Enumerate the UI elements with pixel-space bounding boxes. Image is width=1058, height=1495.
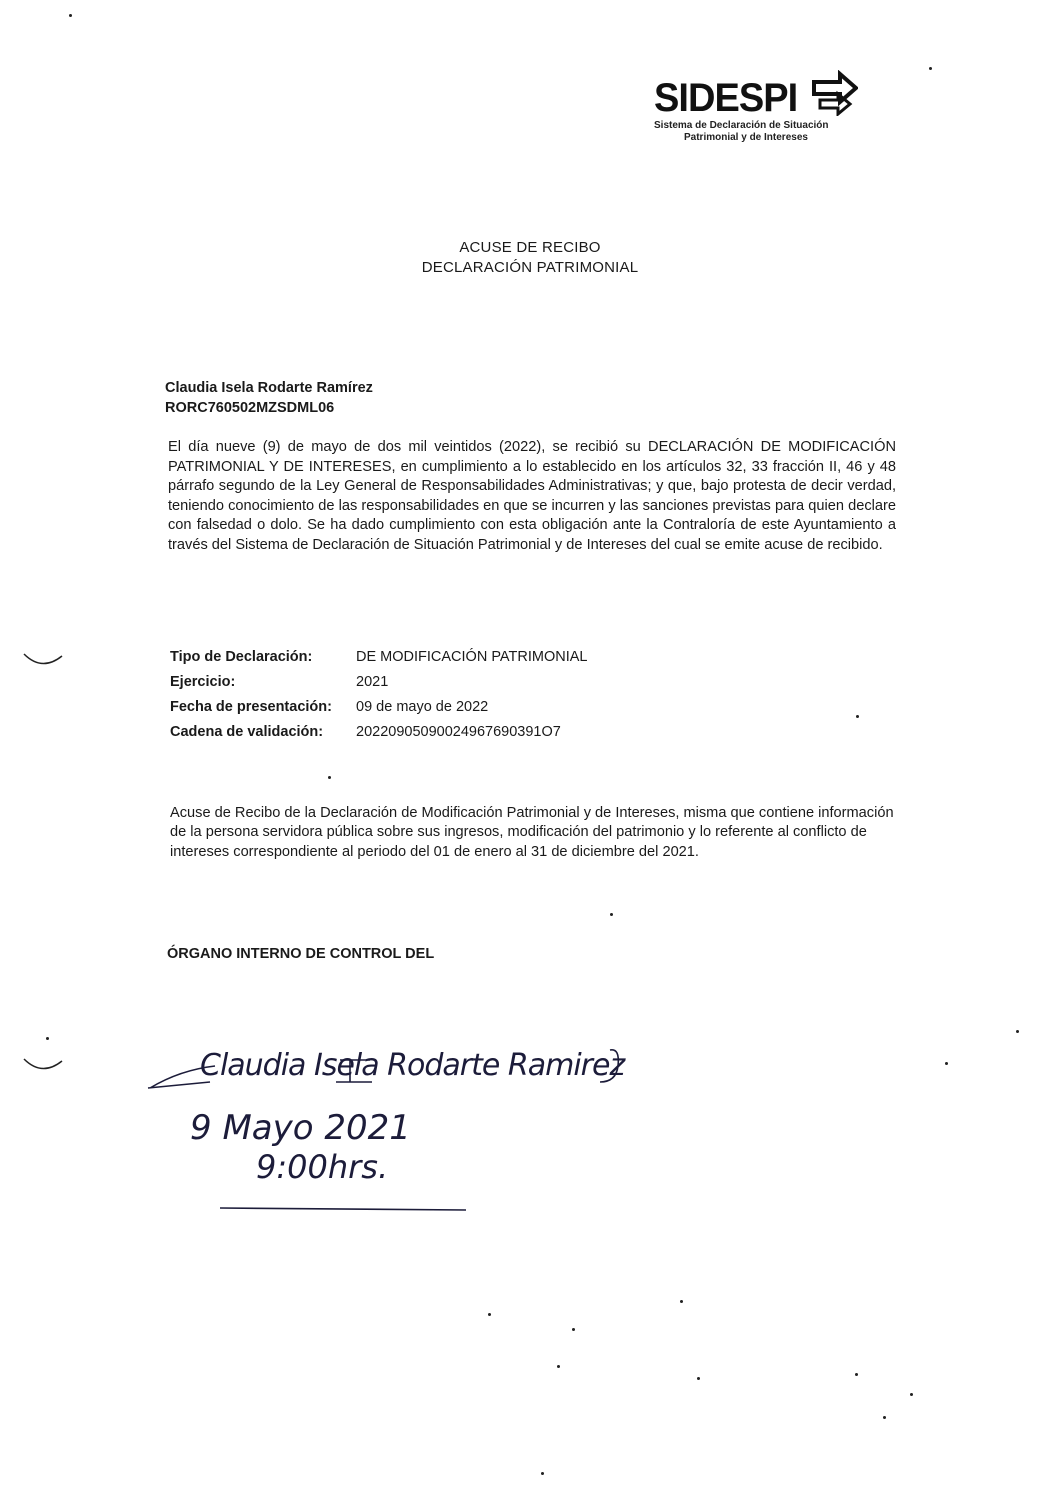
field-label: Fecha de presentación: [170,699,332,715]
title-line2: DECLARACIÓN PATRIMONIAL [421,259,639,276]
scan-speck [541,1472,544,1475]
scan-speck [557,1365,560,1368]
scan-speck [46,1037,49,1040]
scan-speck [697,1377,700,1380]
scan-speck [610,913,613,916]
logo-wordmark: SIDESPI [654,76,798,120]
scan-speck [929,67,932,70]
scan-speck [328,776,331,779]
scan-speck [883,1416,886,1419]
organo-interno-heading: ÓRGANO INTERNO DE CONTROL DEL [167,946,435,962]
scan-speck [1016,1030,1019,1033]
document-title [300,238,760,278]
logo-subtitle-line2: Patrimonial y de Intereses [684,132,808,143]
title-line1: ACUSE DE RECIBO [459,239,601,256]
field-row [170,720,587,745]
logo-subtitle-line1: Sistema de Declaración de Situación [654,120,829,131]
note-paragraph: Acuse de Recibo de la Declaración de Modificación Patrimonial y de Intereses, misma que contiene información de la persona servidora pública sobre sus ingresos, modificación del patrimonio y lo referente al conflicto de intereses correspondiente al periodo del 01 de enero al 31 de diciembre del 2021. [170,805,894,860]
declarant-rfc: RORC760502MZSDML06 [165,400,335,416]
field-label: Cadena de validación: [170,724,324,740]
field-row [170,695,587,720]
logo-subtitle [654,120,864,144]
scan-speck [855,1373,858,1376]
handwritten-signature [140,1030,780,1220]
field-value: 09 de mayo de 2022 [356,699,489,715]
declarant-name: Claudia Isela Rodarte Ramírez [165,380,373,396]
declarant-block [165,378,373,418]
scan-speck [680,1300,683,1303]
signature-date: 9 Mayo 2021 [190,1108,411,1148]
field-label: Tipo de Declaración: [170,649,313,665]
field-label: Ejercicio: [170,674,236,690]
sidespi-logo [652,70,862,150]
field-value: 2021 [356,674,389,690]
field-value: DE MODIFICACIÓN PATRIMONIAL [356,649,588,665]
signature-name: Claudia Isela Rodarte Ramirez [200,1048,625,1083]
declaration-fields [170,645,587,745]
punch-mark-icon [22,1055,64,1075]
scan-speck [572,1328,575,1331]
field-row [170,645,587,670]
scan-speck [69,14,72,17]
scan-speck [945,1062,948,1065]
punch-mark-icon [22,650,64,670]
arrow-logo-icon [810,70,858,116]
field-value: 20220905090024967690391O7 [356,724,561,740]
signature-time: 9:00hrs. [256,1148,389,1186]
scan-speck [910,1393,913,1396]
field-row [170,670,587,695]
scan-speck [488,1313,491,1316]
scan-speck [856,715,859,718]
receipt-paragraph: El día nueve (9) de mayo de dos mil veintidos (2022), se recibió su DECLARACIÓN DE MODIFICACIÓN PATRIMONIAL Y DE INTERESES, en cumplimiento a lo establecido en los artículos 32, 33 fracción II, 46 y 48 párrafo segundo de la Ley General de Responsabilidades Administrativas; y que, bajo protesta de decir verdad, teniendo conocimiento de las responsabilidades en que se incurren y las sanciones previstas para quien declare con falsedad o dolo. Se ha dado cumplimiento con esta obligación ante la Contraloría de este Ayuntamiento a través del Sistema de Declaración de Situación Patrimonial y de Intereses del cual se emite acuse de recibido. [168,439,896,553]
